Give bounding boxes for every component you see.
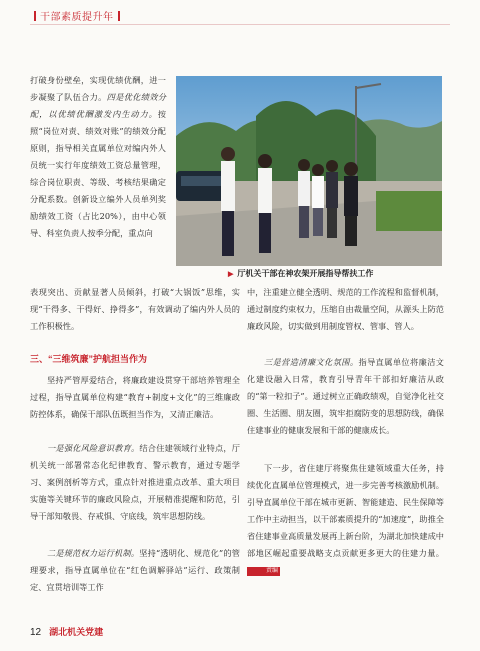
page-number: 12 (30, 627, 42, 638)
caption-marker-icon: ▶ (228, 271, 234, 278)
article-photo (176, 76, 442, 266)
left-paragraph-3: 坚持严管厚爱结合，将廉政建设贯穿干部培养管理全过程，指导直属单位构建“教育+制度+文化”的三维廉政防控体系，确保干部队伍既担当作为，又清正廉洁。 (30, 375, 240, 419)
right-paragraph-1: 中，注重建立健全透明、规范的工作流程和监督机制，通过制度约束权力，压缩自由裁量空间，从源头上防范廉政风险，切实做到用制度管权、管事、管人。 (247, 287, 444, 331)
section-header-label: 干部素质提升年 (40, 12, 114, 23)
right-paragraph-2: 三是营造清廉文化氛围。指导直属单位将廉洁文化建设融入日常，教育引导青年干部扣好廉洁从政的“第一粒扣子”。通过树立正确政绩观，自觉净化社交圈、生活圈、朋友圈，筑牢拒腐防变的思想防线，确保住建事业的健康发展和干部的健康成长。 (247, 357, 444, 435)
left-paragraph-2: 表现突出、贡献显著人员倾斜，打破“大锅饭”思维，实现“干得多、干得好、挣得多”，有效调动了编内外人员的工作积极性。 (30, 287, 240, 331)
magazine-name: 湖北机关党建 (49, 627, 104, 637)
left-paragraph-1: 打破身份壁垒，实现优绩优酬，进一步凝聚了队伍合力。四是优化绩效分配，以优绩优酬激发内生动力。按照“岗位对责、绩效对账”的绩效分配原则，指导相关直属单位对编内外人员统一实行年度绩效工资总量管理，综合岗位职责、等级、考核结果确定分配系数。创新设立编外人员单列奖励绩效工资（占比20%），由中心领导、科室负责人按季分配，重点向 (30, 75, 166, 238)
end-mark: 责编 (247, 567, 280, 576)
header-divider (30, 24, 450, 25)
section-title: 三、“三维筑廉”护航担当作为 (30, 354, 148, 364)
right-paragraph-3: 下一步，省住建厅将聚焦住建领域重大任务，持续优化直属单位管理模式，进一步完善考核激励机制。引导直属单位干部在城市更新、智能建造、民生保障等工作中主动担当，以干部素质提升的“加速度”，助推全省住建事业高质量发展再上新台阶，为湖北加快建成中部地区崛起重要战略支点贡献更多更大的住建力量。责编 (247, 463, 444, 574)
left-paragraph-4: 一是强化风险意识教育。结合住建领域行业特点，厅机关统一部署常态化纪律教育、警示教育，通过专题学习、案例剖析等方式，重点针对推进重点改革、重大项目实施等关键环节的廉政风险点，开展精准提醒和防范，引导干部知敬畏、存戒惧、守底线，筑牢思想防线。 (30, 443, 240, 521)
section-header (30, 8, 124, 23)
page-footer (30, 625, 103, 638)
photo-caption: ▶ 厅机关干部在神农架开展指导帮扶工作 (228, 269, 374, 278)
photo-scene (176, 76, 442, 266)
left-paragraph-5: 二是规范权力运行机制。坚持“透明化、规范化”的管理要求，指导直属单位在“红色调解驿站”运行、政策制定、宜贯培训等工作 (30, 548, 240, 592)
